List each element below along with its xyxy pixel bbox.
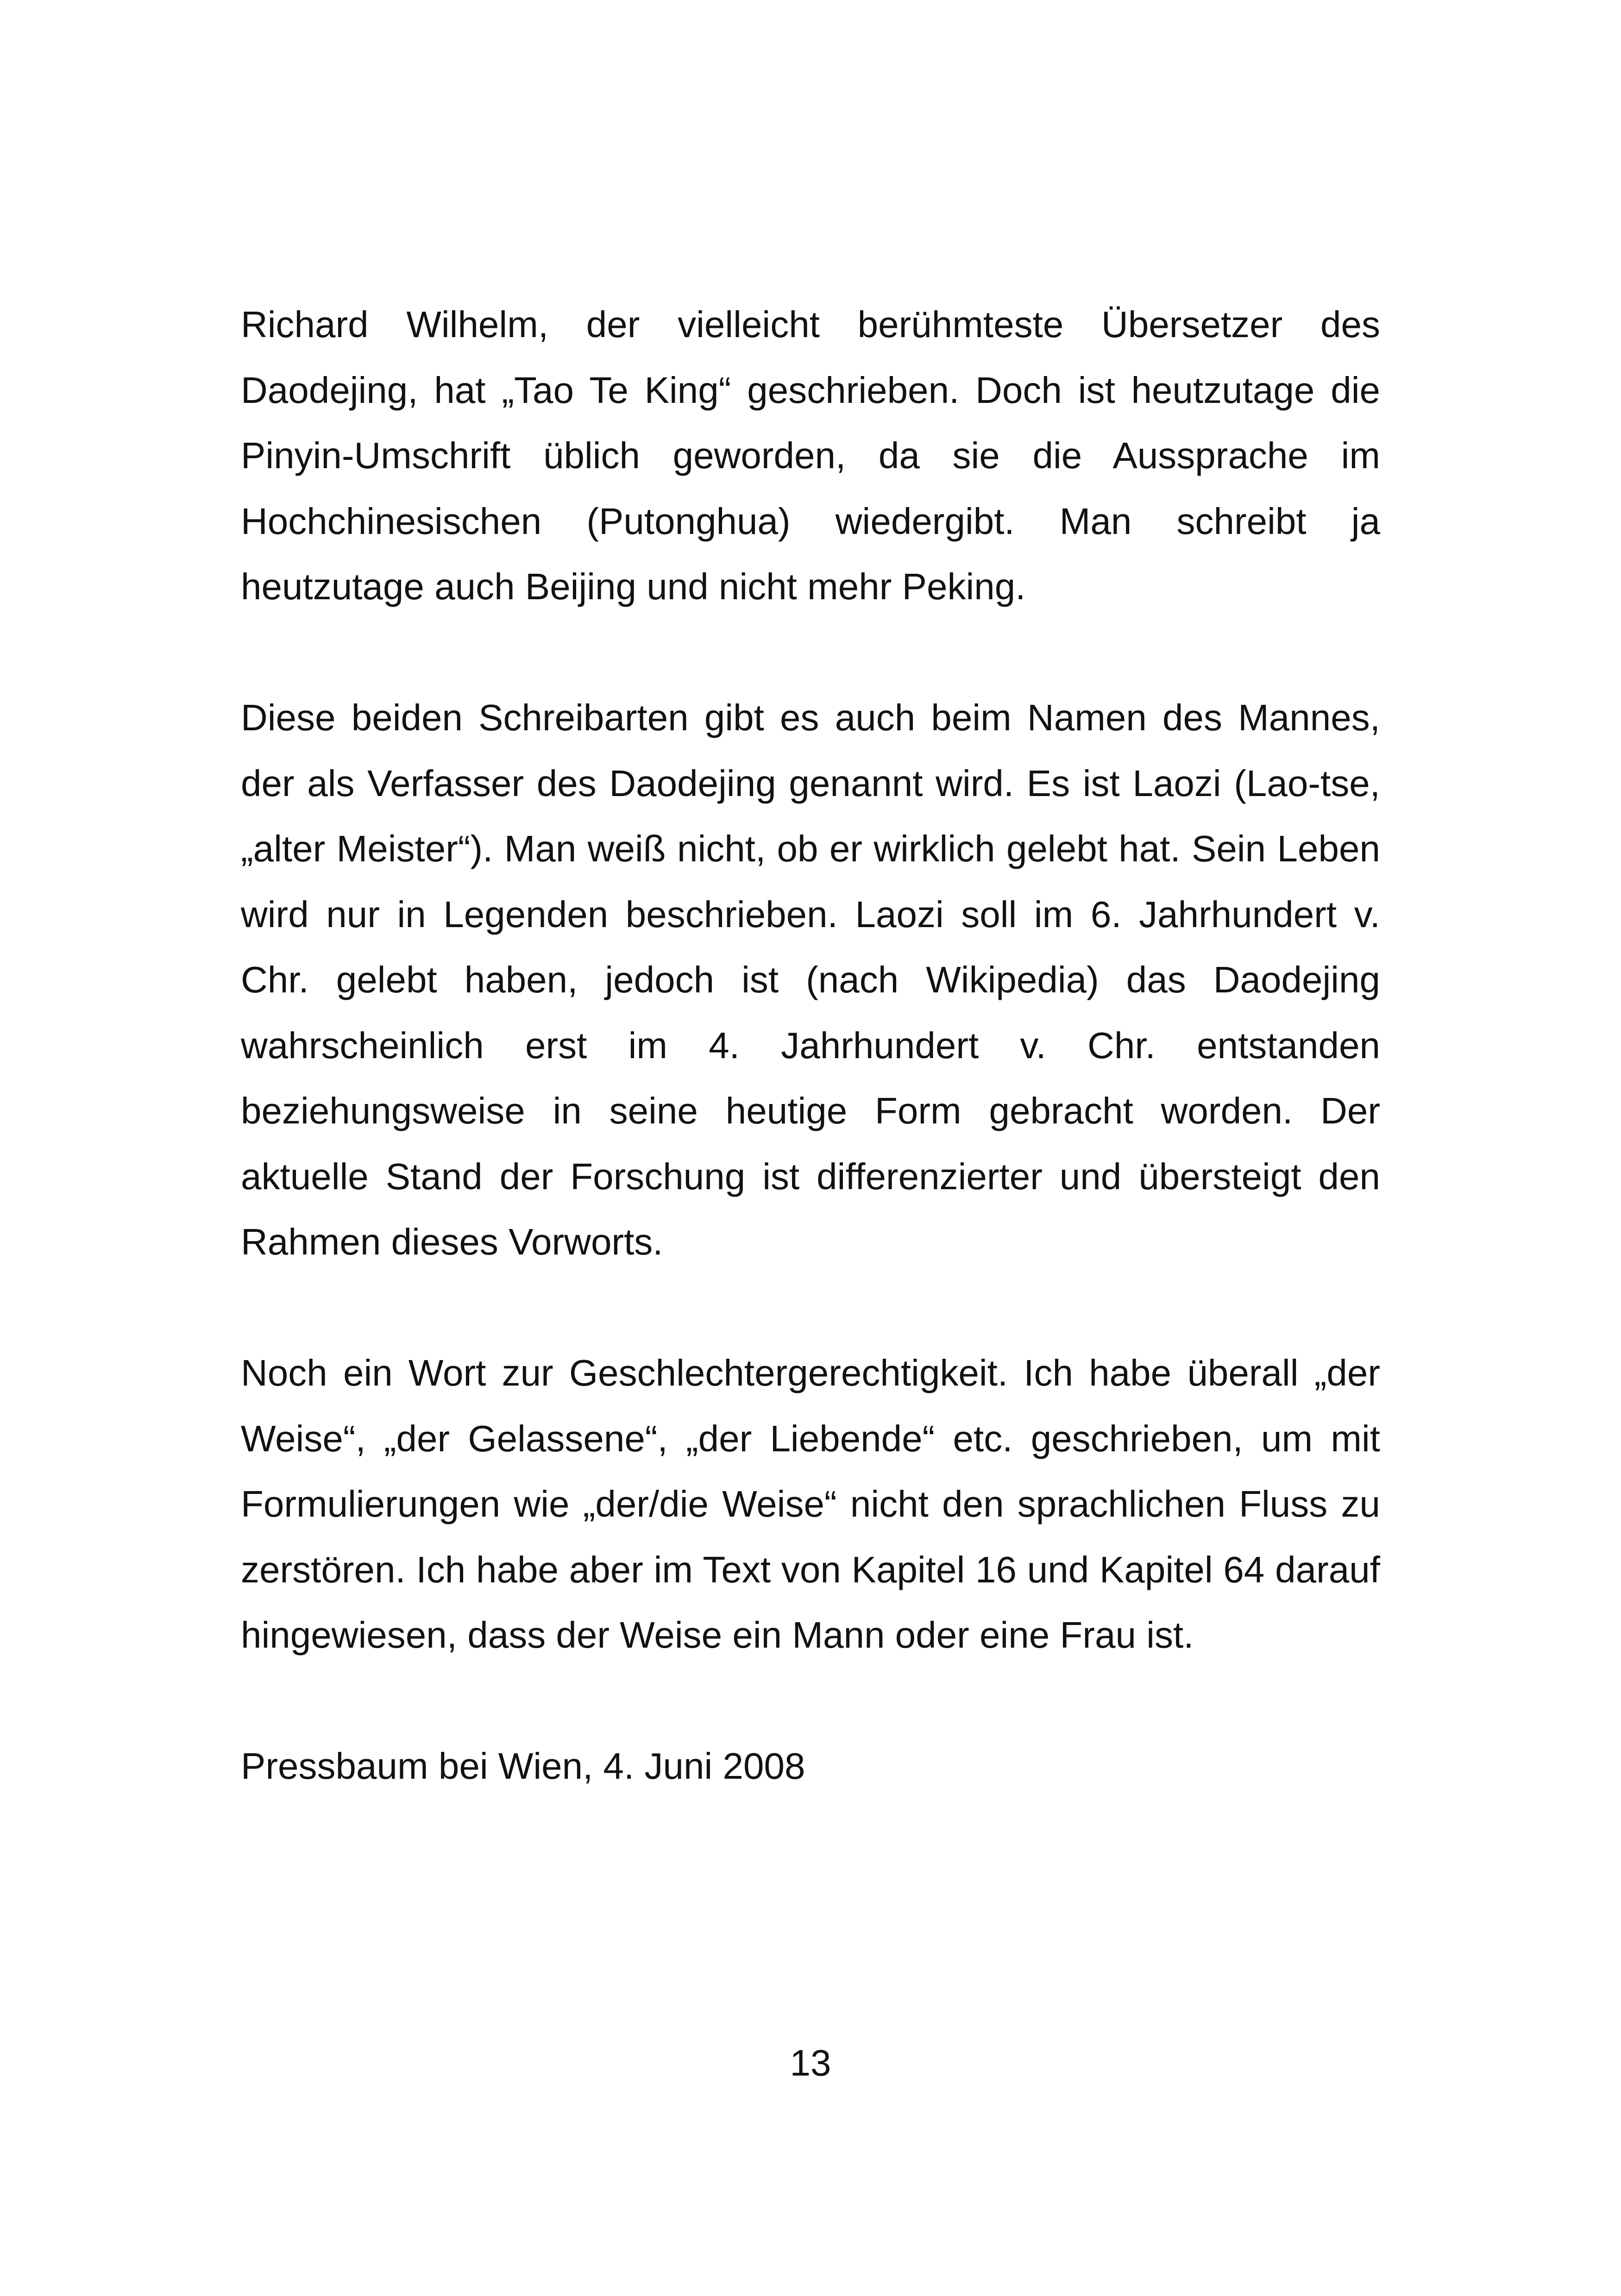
paragraph-gender-note: Noch ein Wort zur Geschlechtergerechtigkeit. Ich habe überall „der Weise“, „der Gelassene“, „der Liebende“ etc. geschrieben, um mit Formulierungen wie „der/die Weise“ nicht den sprachlichen Fluss zu zerstören. Ich habe aber im Text von Kapitel 16 und Kapitel 64 darauf hingewiesen, dass der Weise ein Mann oder eine Frau ist. bbox=[241, 1352, 1380, 1656]
paragraph-transliteration: Richard Wilhelm, der vielleicht berühmteste Übersetzer des Daodejing, hat „Tao Te King“ geschrieben. Doch ist heutzutage die Pinyin-Umschrift üblich geworden, da sie die Aussprache im Hochchinesischen (Putonghua) wiedergibt. Man schreibt ja heutzutage auch Beijing und nicht mehr Peking. bbox=[241, 304, 1380, 607]
signature-place-date: Pressbaum bei Wien, 4. Juni 2008 bbox=[241, 1745, 805, 1787]
paragraph-laozi: Diese beiden Schreibarten gibt es auch beim Namen des Mannes, der als Verfasser des Daodejing genannt wird. Es ist Laozi (Lao-tse, „alter Meister“). Man weiß nicht, ob er wirklich gelebt hat. Sein Leben wird nur in Legenden beschrieben. Laozi soll im 6. Jahrhundert v. Chr. gelebt haben, jedoch ist (nach Wikipedia) das Daodejing wahrscheinlich erst im 4. Jahrhundert v. Chr. entstanden beziehungsweise in seine heutige Form gebracht worden. Der aktuelle Stand der Forschung ist differenzierter und übersteigt den Rahmen dieses Vorworts. bbox=[241, 697, 1380, 1262]
page-number: 13 bbox=[790, 2042, 831, 2083]
body-text bbox=[241, 292, 1380, 1799]
